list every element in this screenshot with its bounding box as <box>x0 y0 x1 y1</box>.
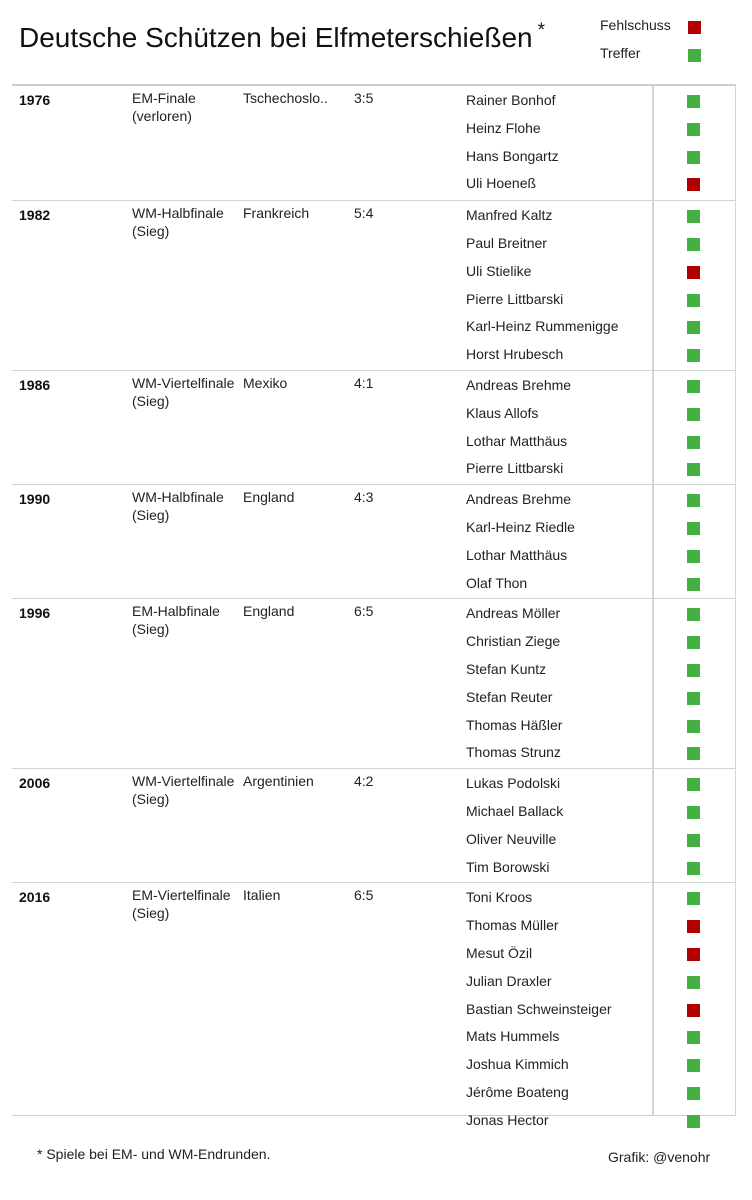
tournament-group-2006 <box>12 768 736 883</box>
miss-marker <box>687 920 700 933</box>
group-event: WM-Halbfinale (Sieg) <box>132 205 224 239</box>
shooter-name: Olaf Thon <box>466 574 528 591</box>
hit-marker <box>687 806 700 819</box>
shooter-row <box>12 770 736 798</box>
shooter-row <box>12 912 736 940</box>
shooter-name: Julian Draxler <box>466 972 552 989</box>
tournament-group-2016 <box>12 882 736 1136</box>
chart-title <box>19 20 545 54</box>
shooter-name: Heinz Flohe <box>466 119 541 136</box>
shooter-row <box>12 428 736 456</box>
credit: Grafik: @venohr <box>608 1149 711 1165</box>
group-opponent: Argentinien <box>243 773 314 790</box>
group-score: 4:2 <box>354 773 374 790</box>
shooter-row <box>12 170 736 198</box>
shooter-row <box>12 202 736 230</box>
hit-marker <box>687 408 700 421</box>
miss-marker <box>687 948 700 961</box>
shooter-row <box>12 372 736 400</box>
group-year: 2016 <box>19 889 51 906</box>
shooter-name: Karl-Heinz Rummenigge <box>466 318 619 335</box>
group-score: 3:5 <box>354 90 374 106</box>
hit-marker <box>687 95 700 108</box>
shooter-name: Karl-Heinz Riedle <box>466 518 575 535</box>
group-score: 4:3 <box>354 489 374 506</box>
shooter-name: Manfred Kaltz <box>466 207 553 224</box>
tournament-group-1982 <box>12 200 736 371</box>
legend <box>600 17 740 73</box>
group-event: WM-Viertelfinale (Sieg) <box>132 773 235 807</box>
legend-item-miss <box>600 17 740 45</box>
hit-marker <box>687 636 700 649</box>
shooter-name: Thomas Häßler <box>466 716 563 733</box>
group-event: EM-Finale (verloren) <box>132 90 196 124</box>
shooter-row <box>12 570 736 598</box>
hit-marker <box>687 976 700 989</box>
hit-marker <box>687 1087 700 1100</box>
shooter-name: Thomas Strunz <box>466 744 561 761</box>
group-year: 1996 <box>19 605 51 622</box>
shooter-name: Jérôme Boateng <box>466 1083 569 1100</box>
group-score: 6:5 <box>354 887 374 904</box>
shooter-row <box>12 940 736 968</box>
shooter-row <box>12 628 736 656</box>
hit-marker <box>687 463 700 476</box>
shooter-row <box>12 341 736 369</box>
hit-marker <box>687 778 700 791</box>
shooter-row <box>12 1079 736 1107</box>
miss-marker <box>687 266 700 279</box>
group-score: 5:4 <box>354 205 374 222</box>
hit-marker <box>687 294 700 307</box>
hit-marker <box>687 522 700 535</box>
legend-label-hit: Treffer <box>600 45 641 61</box>
title-footnote-marker: * <box>537 20 546 41</box>
shooter-name: Andreas Möller <box>466 605 561 622</box>
legend-swatch-miss <box>688 21 701 34</box>
group-score: 6:5 <box>354 603 374 620</box>
group-year: 2006 <box>19 775 51 792</box>
shooter-row <box>12 884 736 912</box>
shooter-name: Thomas Müller <box>466 917 559 934</box>
shooter-name: Lothar Matthäus <box>466 432 568 449</box>
shooter-row <box>12 656 736 684</box>
hit-marker <box>687 578 700 591</box>
hit-marker <box>687 1115 700 1128</box>
hit-marker <box>687 210 700 223</box>
shooter-name: Toni Kroos <box>466 889 533 906</box>
hit-marker <box>687 238 700 251</box>
shooter-row <box>12 968 736 996</box>
legend-label-miss: Fehlschuss <box>600 17 671 33</box>
shooter-row <box>12 286 736 314</box>
group-event: EM-Halbfinale (Sieg) <box>132 603 220 637</box>
hit-marker <box>687 436 700 449</box>
title-text: Deutsche Schützen bei Elfmeterschießen <box>19 22 533 53</box>
shooter-row <box>12 486 736 514</box>
group-event: EM-Viertelfinale (Sieg) <box>132 887 231 921</box>
hit-marker <box>687 608 700 621</box>
shooter-row <box>12 600 736 628</box>
hit-marker <box>687 380 700 393</box>
shooter-row <box>12 542 736 570</box>
footnote: * Spiele bei EM- und WM-Endrunden. <box>37 1146 271 1162</box>
shooter-name: Bastian Schweinsteiger <box>466 1000 612 1017</box>
shooter-name: Pierre Littbarski <box>466 290 564 307</box>
hit-marker <box>687 664 700 677</box>
shooter-row <box>12 143 736 171</box>
shooter-row <box>12 996 736 1024</box>
group-year: 1990 <box>19 491 51 508</box>
hit-marker <box>687 892 700 905</box>
shooter-row <box>12 826 736 854</box>
shooter-name: Rainer Bonhof <box>466 92 556 108</box>
shooter-name: Tim Borowski <box>466 858 550 875</box>
shooter-name: Andreas Brehme <box>466 491 572 508</box>
shootout-table <box>12 84 736 1128</box>
hit-marker <box>687 692 700 705</box>
tournament-group-1976 <box>12 86 736 200</box>
tournament-group-1996 <box>12 598 736 769</box>
hit-marker <box>687 747 700 760</box>
group-opponent: England <box>243 489 295 506</box>
tournament-group-1990 <box>12 484 736 599</box>
shooter-row <box>12 258 736 286</box>
group-opponent: Mexiko <box>243 375 288 391</box>
shooter-name: Horst Hrubesch <box>466 346 564 363</box>
group-event: WM-Viertelfinale (Sieg) <box>132 375 235 409</box>
shooter-name: Andreas Brehme <box>466 377 572 393</box>
hit-marker <box>687 494 700 507</box>
shooter-row <box>12 313 736 341</box>
shooter-name: Mesut Özil <box>466 944 533 961</box>
shooter-row <box>12 1107 736 1135</box>
shooter-row <box>12 514 736 542</box>
hit-marker <box>687 550 700 563</box>
shooter-name: Uli Hoeneß <box>466 175 537 192</box>
group-opponent: Frankreich <box>243 205 310 222</box>
shooter-name: Christian Ziege <box>466 633 561 650</box>
hit-marker <box>687 720 700 733</box>
shooter-row <box>12 798 736 826</box>
shooter-name: Lukas Podolski <box>466 775 561 792</box>
hit-marker <box>687 151 700 164</box>
shooter-name: Joshua Kimmich <box>466 1056 569 1073</box>
hit-marker <box>687 321 700 334</box>
group-opponent: Italien <box>243 887 281 904</box>
tournament-group-1986 <box>12 370 736 485</box>
shooter-name: Oliver Neuville <box>466 830 557 847</box>
group-year: 1976 <box>19 92 51 108</box>
shooter-name: Uli Stielike <box>466 262 532 279</box>
shooter-row <box>12 1051 736 1079</box>
shooter-row <box>12 1023 736 1051</box>
group-opponent: England <box>243 603 295 620</box>
shooter-name: Stefan Kuntz <box>466 660 547 677</box>
hit-marker <box>687 349 700 362</box>
hit-marker <box>687 834 700 847</box>
hit-marker <box>687 1031 700 1044</box>
shooter-row <box>12 115 736 143</box>
shooter-row <box>12 684 736 712</box>
shooter-name: Stefan Reuter <box>466 688 553 705</box>
group-score: 4:1 <box>354 375 374 391</box>
group-year: 1986 <box>19 377 51 393</box>
legend-item-hit <box>600 45 740 73</box>
shooter-name: Mats Hummels <box>466 1028 560 1045</box>
shooter-row <box>12 854 736 882</box>
shooter-row <box>12 87 736 115</box>
shooter-row <box>12 739 736 767</box>
group-event: WM-Halbfinale (Sieg) <box>132 489 224 523</box>
hit-marker <box>687 1059 700 1072</box>
shooter-row <box>12 400 736 428</box>
shooter-name: Paul Breitner <box>466 234 547 251</box>
shooter-row <box>12 230 736 258</box>
legend-swatch-hit <box>688 49 701 62</box>
shooter-name: Klaus Allofs <box>466 404 539 421</box>
hit-marker <box>687 862 700 875</box>
shooter-name: Pierre Littbarski <box>466 460 564 477</box>
miss-marker <box>687 178 700 191</box>
group-opponent: Tschechoslo.. <box>243 90 328 106</box>
hit-marker <box>687 123 700 136</box>
shooter-row <box>12 455 736 483</box>
shooter-name: Jonas Hector <box>466 1111 549 1128</box>
shooter-name: Michael Ballack <box>466 802 564 819</box>
shooter-name: Hans Bongartz <box>466 147 559 164</box>
shooter-name: Lothar Matthäus <box>466 546 568 563</box>
shooter-row <box>12 712 736 740</box>
group-year: 1982 <box>19 207 51 224</box>
miss-marker <box>687 1004 700 1017</box>
